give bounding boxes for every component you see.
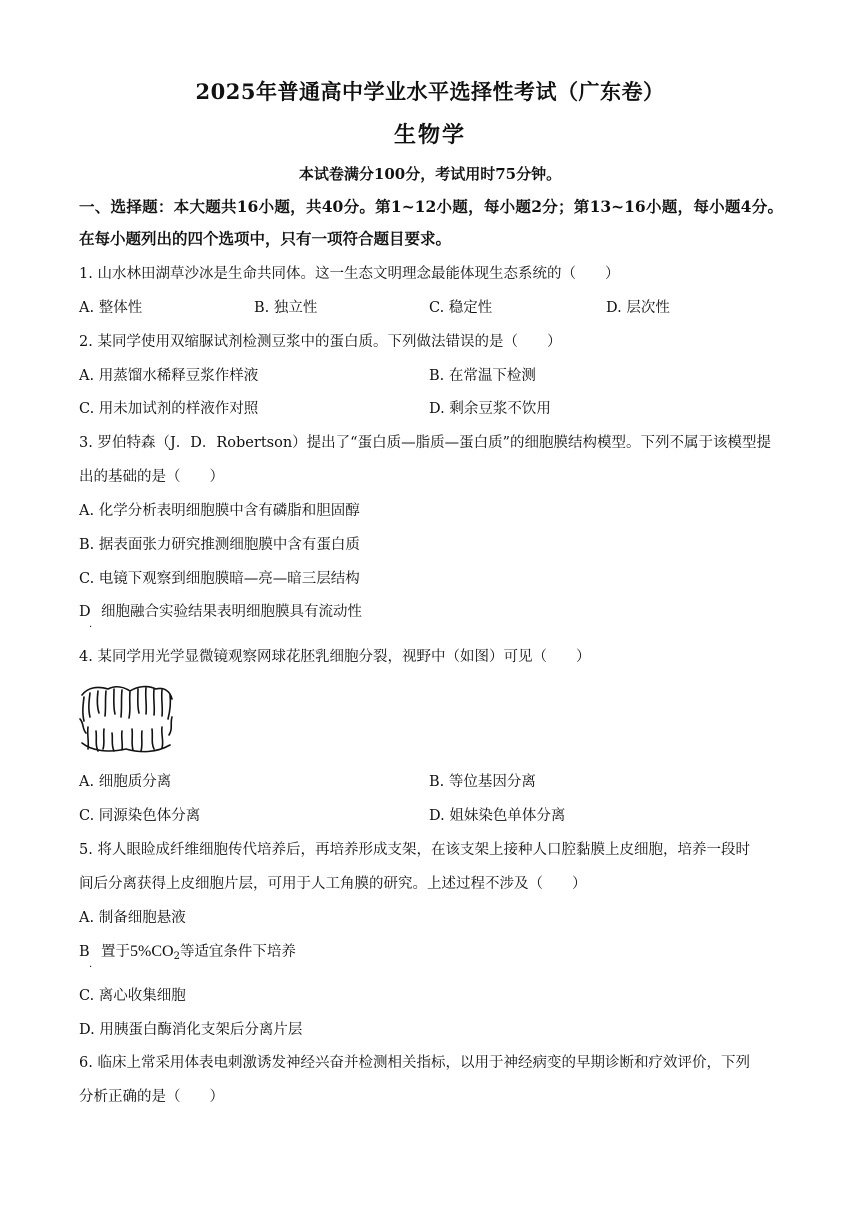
q5-option-b-letter: B	[79, 944, 90, 960]
q1-option-a: A. 整体性	[79, 300, 143, 316]
q2-option-d: D. 剩余豆浆不饮用	[429, 401, 551, 417]
question-4-stem: 4. 某同学用光学显微镜观察网球花胚乳细胞分裂，视野中（如图）可见（ ）	[79, 649, 591, 665]
q3-option-d-letter: D	[79, 604, 91, 620]
underdot: ·	[89, 962, 93, 973]
q5-option-b-post: 等适宜条件下培养	[179, 944, 296, 960]
q1-option-d: D. 层次性	[606, 300, 670, 316]
section-heading: 一、选择题：本大题共16小题，共40分。第1~12小题，每小题2分；第13~16小题，每小题4分。在每小题列出的四个选项中，只有一项符合题目要求。	[79, 197, 783, 248]
q3-option-c: C. 电镜下观察到细胞膜暗—亮—暗三层结构	[79, 571, 360, 587]
question-3-stem-line2: 出的基础的是（ ）	[79, 469, 224, 485]
q3-option-b: B. 据表面张力研究推测细胞膜中含有蛋白质	[79, 537, 360, 553]
q2-option-a: A. 用蒸馏水稀释豆浆作样液	[79, 368, 259, 384]
exam-title: 2025年普通高中学业水平选择性考试（广东卷）	[195, 79, 665, 104]
q3-option-a: A. 化学分析表明细胞膜中含有磷脂和胆固醇	[79, 503, 360, 519]
subject-title: 生物学	[393, 122, 466, 148]
q5-option-c: C. 离心收集细胞	[79, 988, 186, 1004]
underdot: ·	[89, 622, 93, 633]
q5-option-d: D. 用胰蛋白酶消化支架后分离片层	[79, 1022, 303, 1038]
q5-option-b	[101, 942, 296, 967]
q4-option-c: C. 同源染色体分离	[79, 808, 201, 824]
question-5-stem-line2: 间后分离获得上皮细胞片层，可用于人工角膜的研究。上述过程不涉及（ ）	[79, 876, 587, 892]
q1-option-c: C. 稳定性	[429, 300, 493, 316]
exam-note: 本试卷满分100分，考试用时75分钟。	[298, 165, 562, 183]
q4-option-d: D. 姐妹染色单体分离	[429, 808, 566, 824]
question-6-stem-line1: 6. 临床上常采用体表电刺激诱发神经兴奋并检测相关指标，以用于神经病变的早期诊断和疗效评价，下列	[79, 1055, 750, 1071]
chromosome-micrograph-icon	[78, 683, 176, 757]
q3-option-d: 细胞融合实验结果表明细胞膜具有流动性	[101, 604, 362, 620]
co2-formula: 5%CO	[130, 943, 174, 960]
q4-option-a: A. 细胞质分离	[79, 774, 172, 790]
q1-option-b: B. 独立性	[254, 300, 318, 316]
q5-option-b-pre: 置于	[101, 944, 130, 960]
co2-subscript: 2	[173, 951, 180, 962]
q4-option-b: B. 等位基因分离	[429, 774, 536, 790]
question-3-stem-line1: 3. 罗伯特森（J．D．Robertson）提出了“蛋白质—脂质—蛋白质”的细胞膜结构模型。下列不属于该模型提	[79, 435, 771, 451]
question-2-stem: 2. 某同学使用双缩脲试剂检测豆浆中的蛋白质。下列做法错误的是（ ）	[79, 334, 562, 350]
question-1-stem: 1. 山水林田湖草沙冰是生命共同体。这一生态文明理念最能体现生态系统的（ ）	[79, 266, 620, 282]
q2-option-b: B. 在常温下检测	[429, 368, 536, 384]
question-5-stem-line1: 5. 将人眼睑成纤维细胞传代培养后，再培养形成支架，在该支架上接种人口腔黏膜上皮细胞，培养一段时	[79, 842, 750, 858]
q5-option-a: A. 制备细胞悬液	[79, 910, 186, 926]
q2-option-c: C. 用未加试剂的样液作对照	[79, 401, 259, 417]
question-6-stem-line2: 分析正确的是（ ）	[79, 1089, 224, 1105]
